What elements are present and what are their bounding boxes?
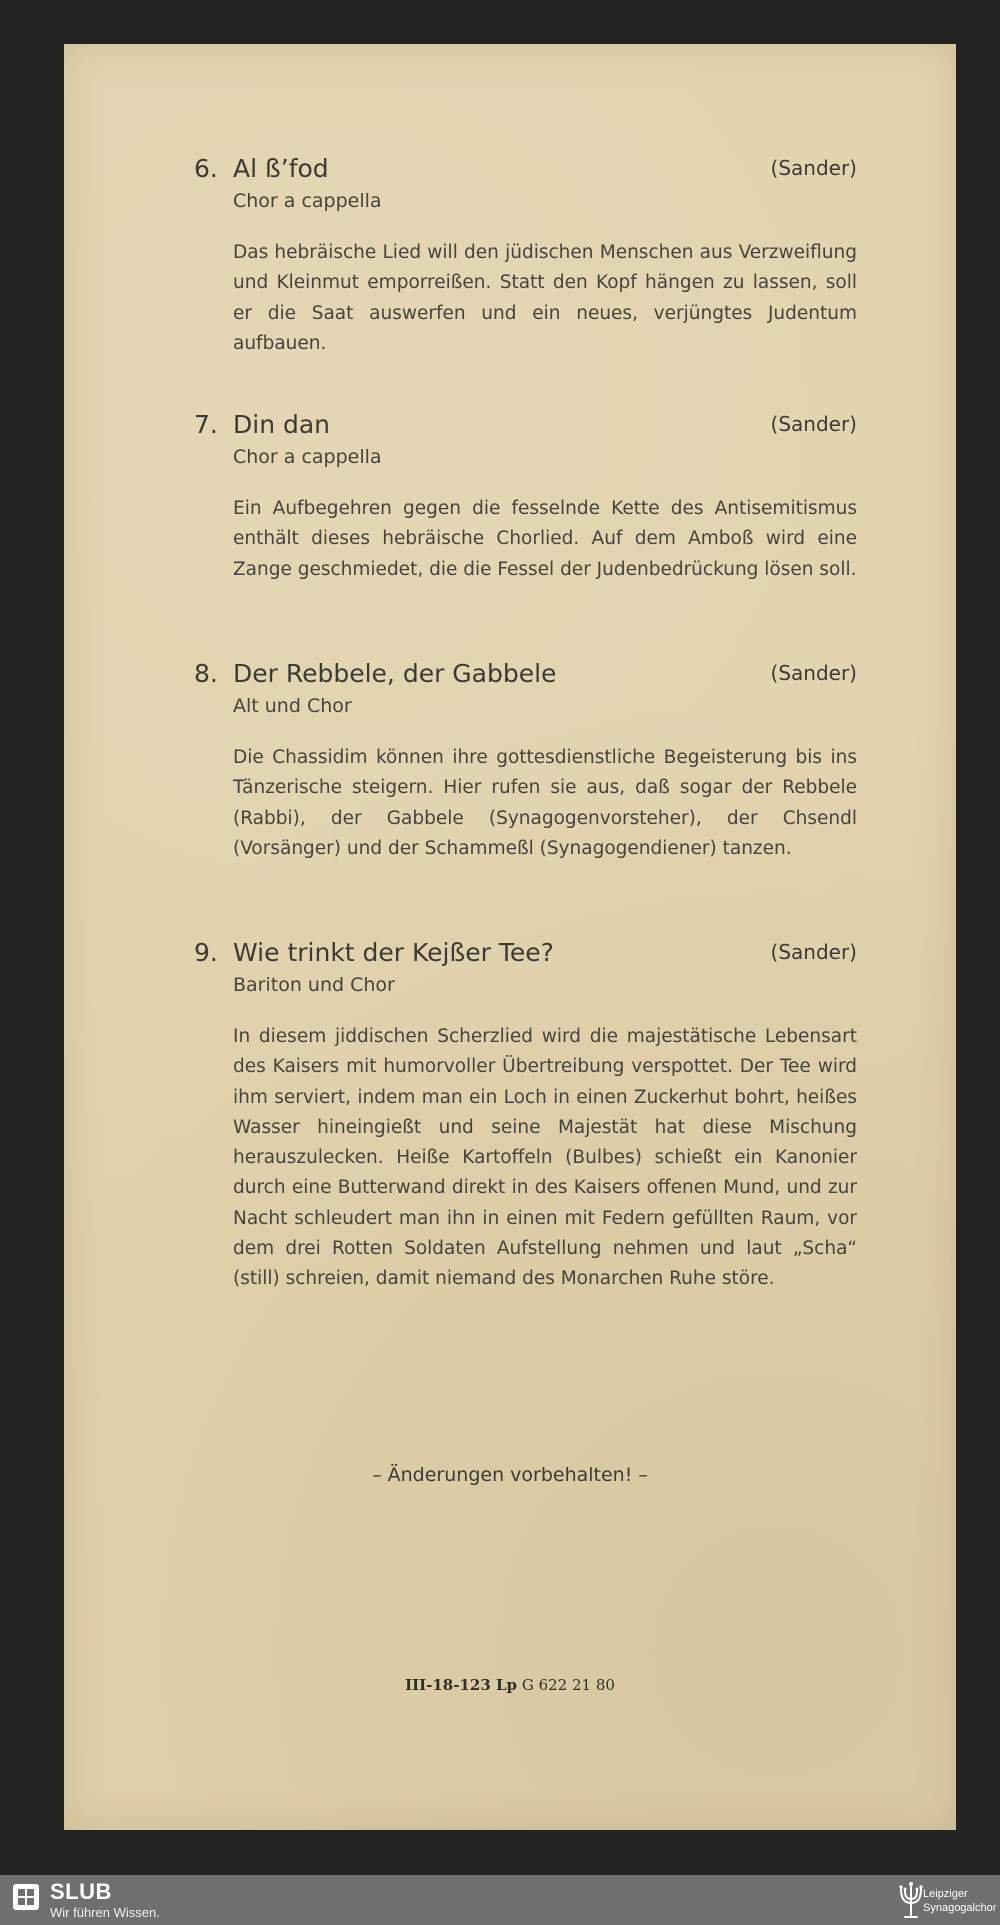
item-description: In diesem jiddischen Scherzlied wird die majestätische Lebensart des Kaisers mit humorvoller Übertreibung verspottet. Der Tee wird ihm serviert, indem man ein Loch in einen Zuckerhut bohrt, heißes Wasser hineingießt und seine Majestät hat diese Mischung herauszulecken. Heiße Kartoffeln (Bulbes) schießt ein Kanonier durch eine Butterwand direkt in des Kaisers offenen Mund, und zur Nacht schleudert man ihn in einen mit Federn gefüllten Raum, vor dem drei Rotten Soldaten Aufstellung nehmen und laut „Scha“ (still) schreien, damit niemand des Monarchen Ruhe störe. [233, 1026, 857, 1290]
item-number: 7. [194, 410, 218, 439]
item-composer: (Sander) [770, 156, 857, 180]
print-code-rest: G 622 21 80 [517, 1676, 615, 1694]
item-composer: (Sander) [770, 940, 857, 964]
partner-name-line2[interactable]: Synagogalchor [923, 1902, 997, 1914]
viewer-footer [0, 1875, 1000, 1925]
slub-slogan: Wir führen Wissen. [50, 1905, 160, 1920]
item-title: Al ß’fod [233, 154, 329, 183]
item-number: 6. [194, 154, 218, 183]
program-sheet [64, 44, 956, 1830]
slub-logo-icon[interactable] [13, 1884, 39, 1910]
changes-notice: – Änderungen vorbehalten! – [372, 1464, 648, 1486]
item-header [64, 154, 956, 194]
item-scoring: Chor a cappella [233, 190, 382, 212]
item-composer: (Sander) [770, 412, 857, 436]
item-description: Ein Aufbegehren gegen die fesselnde Kette des Antisemitismus enthält dieses hebräische Chorlied. Auf dem Amboß wird eine Zange geschmiedet, die die Fessel der Judenbedrückung lösen soll. [233, 498, 857, 580]
item-scoring: Alt und Chor [233, 695, 352, 717]
item-title: Der Rebbele, der Gabbele [233, 659, 557, 688]
item-composer: (Sander) [770, 661, 857, 685]
item-description: Das hebräische Lied will den jüdischen Menschen aus Verzweiflung und Kleinmut emporreißen. Statt den Kopf hängen zu lassen, soll er die Saat auswerfen und ein neues, verjüngtes Judentum aufbauen. [233, 242, 857, 354]
slub-brand-name[interactable]: SLUB [50, 1879, 112, 1904]
item-header [64, 659, 956, 699]
partner-name-line1[interactable]: Leipziger [923, 1888, 968, 1900]
print-code-bold: III-18-123 Lp [405, 1676, 518, 1694]
item-description: Die Chassidim können ihre gottesdienstliche Begeisterung bis ins Tänzerische steigern. Hier rufen sie aus, daß sogar der Rebbele (Rabbi), der Gabbele (Synagogenvorsteher), der Chsendl (Vorsänger) und der Schammeßl (Synagogendiener) tanzen. [233, 747, 857, 859]
item-header [64, 938, 956, 978]
item-header [64, 410, 956, 450]
item-number: 9. [194, 938, 218, 967]
print-code [64, 1676, 956, 1694]
item-number: 8. [194, 659, 218, 688]
item-title: Din dan [233, 410, 331, 439]
item-scoring: Bariton und Chor [233, 974, 395, 996]
item-scoring: Chor a cappella [233, 446, 382, 468]
menorah-icon[interactable] [896, 1879, 926, 1921]
item-title: Wie trinkt der Kejßer Tee? [233, 938, 554, 967]
